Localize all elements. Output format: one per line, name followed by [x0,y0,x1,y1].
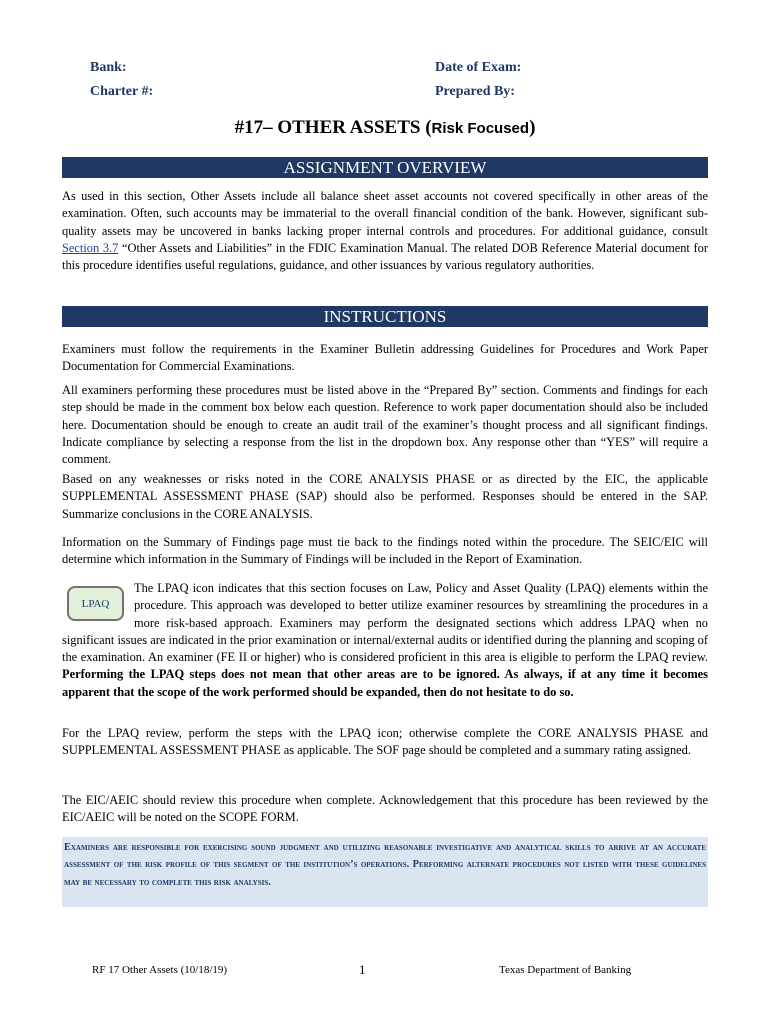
instructions-paragraph-2: All examiners performing these procedures must be listed above in the “Prepared By” section. Comments and findings for each step should be made in the comment box below each question. Reference to work paper documentation should also be included here. Documentation should be enough to create an audit trail of the examiner’s thought process and all significant findings. Indicate compliance by selecting a response from the list in the dropdown box. Any response other than “YES” will require a comment. [62,383,708,467]
lpaq-icon-label: LPAQ [81,597,110,610]
title-risk-focused: Risk Focused [431,120,530,137]
instructions-paragraph-3: Based on any weaknesses or risks noted in the CORE ANALYSIS PHASE or as directed by the EIC, the applicable SUPPLEMENTAL ASSESSMENT PHASE (SAP) should also be performed. Responses should be entered in the SAP. Summarize conclusions in the CORE ANALYSIS. [62,472,708,521]
section-3-7-link[interactable]: Section 3.7 [62,240,119,255]
page-title [0,117,770,139]
overview-text-before: As used in this section, Other Assets include all balance sheet asset accounts not covered specifically in other areas of the examination. Often, such accounts may be immaterial to the overall financial condition of the bank. However, significant sub-quality assets may be uncovered in banks lacking proper internal controls and procedures. For additional guidance, consult [62,189,708,238]
instructions-paragraph-1: Examiners must follow the requirements in the Examiner Bulletin addressing Guidelines for Procedures and Work Paper Documentation for Commercial Examinations. [62,342,708,374]
charter-label: Charter #: [90,84,154,99]
bank-label: Bank: [90,60,127,75]
instructions-heading: INSTRUCTIONS [62,306,708,327]
instructions-paragraph-6: For the LPAQ review, perform the steps with the LPAQ icon; otherwise complete the CORE ANALYSIS PHASE and SUPPLEMENTAL ASSESSMENT PHASE as applicable. The SOF page should be completed and a summary rating assigned. [62,726,708,758]
instructions-paragraph-lpaq [62,580,708,701]
date-of-exam-label: Date of Exam: [435,60,522,75]
lpaq-float-spacer [62,580,134,628]
instructions-paragraph-4: Information on the Summary of Findings page must tie back to the findings noted within the procedure. The SEIC/EIC will determine which information in the Summary of Findings will be included in the Report of Examination. [62,535,708,567]
prepared-by-label: Prepared By: [435,84,515,99]
overview-text-after: “Other Assets and Liabilities” in the FDIC Examination Manual. The related DOB Reference Material document for this procedure identifies useful regulations, guidance, and other issuances by various regulatory authorities. [62,240,708,273]
lpaq-bold-text: Performing the LPAQ steps does not mean that other areas are to be ignored. As always, if at any time it becomes apparent that the scope of the work performed should be expanded, then do not hesitate to do so. [62,667,708,699]
lpaq-plain-text: The LPAQ icon indicates that this section focuses on Law, Policy and Asset Quality (LPAQ) elements within the procedure. This approach was developed to better utilize examiner resources by streamlining the procedures in a more risk-based approach. Examiners may perform the designated sections which address LPAQ when no significant issues are indicated in the prior examination or internal/external audits or identified during the planning and scoping of the examination. An examiner (FE II or higher) who is considered proficient in this area is eligible to perform the LPAQ review. [62,581,708,665]
footer-agency: Texas Department of Banking [499,964,632,976]
examiner-notice-box: Examiners are responsible for exercising sound judgment and utilizing reasonable investigative and analytical skills to arrive at an accurate assessment of the risk profile of this segment of the institution’s operations. Performing alternate procedures not listed with these guidelines may be necessary to complete this risk analysis. [62,837,708,907]
instructions-paragraph-7: The EIC/AEIC should review this procedure when complete. Acknowledgement that this procedure has been reviewed by the EIC/AEIC will be noted on the SCOPE FORM. [62,793,708,825]
assignment-overview-heading: ASSIGNMENT OVERVIEW [62,157,708,178]
footer-form-id: RF 17 Other Assets (10/18/19) [92,964,228,976]
title-close: ) [529,117,536,138]
overview-paragraph [62,188,708,274]
title-main: #17– OTHER ASSETS ( [234,117,432,138]
footer-page-number: 1 [359,962,366,977]
